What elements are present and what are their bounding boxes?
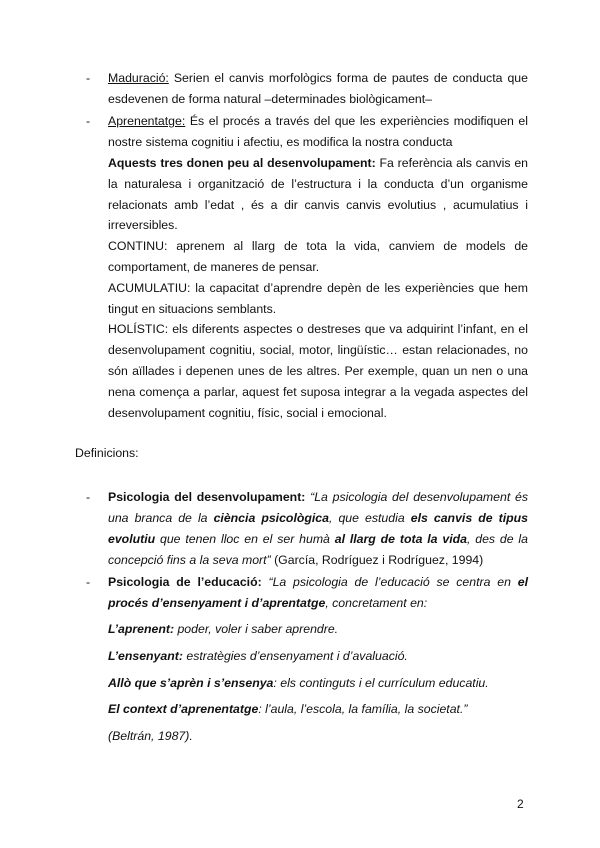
- subitem-text: : els continguts i el currículum educatiu.: [273, 676, 489, 690]
- bullet-dash: -: [86, 575, 91, 589]
- item-body: [108, 111, 528, 153]
- definition-body: [108, 572, 528, 614]
- quote-emphasis: els canvis de tipus evolutiu: [108, 511, 528, 546]
- term-maduracio: Maduració:: [108, 71, 169, 85]
- subitem-allo-que-s-apren: [108, 673, 489, 693]
- text-maduracio: Serien el canvis morfològics forma de pautes de conducta que esdevenen de forma natural –determinades biològicament–: [108, 71, 528, 106]
- subitem-text: estratègies d’ensenyament i d’avaluació.: [182, 649, 408, 663]
- page-number: 2: [517, 797, 524, 811]
- definition-psicologia-desenvolupament: [86, 487, 528, 571]
- development-lead: Aquests tres donen peu al desenvolupament:: [108, 156, 376, 170]
- text-aprenentatge: És el procés a través del que les experiències modifiquen el nostre sistema cognitiu i afectiu, es modifica la nostra conducta: [108, 114, 528, 149]
- list-item-aprenentatge: [86, 111, 528, 153]
- development-lead-text: Fa referència als canvis en la naturalesa i organització de l’estructura i la conducta d’un organisme relacionats amb l’edat , és a dir canvis canvis evolutius , acumulatius i irreversibles.: [108, 156, 528, 233]
- definition-body: [108, 487, 528, 571]
- subitem-text: : l’aula, l’escola, la família, la societat.”: [258, 702, 468, 716]
- definitions-heading: Definicions:: [75, 446, 139, 460]
- subitem-context: [108, 699, 467, 719]
- definition-psicologia-educacio: [86, 572, 528, 614]
- subitem-term: L’ensenyant:: [108, 649, 183, 663]
- term-psico-edu: Psicologia de l’educació:: [108, 575, 262, 589]
- quote-part: , des de la concepció fins a la seva mort”: [108, 532, 528, 567]
- term-aprenentatge: Aprenentatge:: [108, 114, 186, 128]
- quote-part: , que estudia: [328, 511, 411, 525]
- citation: (García, Rodríguez i Rodríguez, 1994): [270, 553, 484, 567]
- quote-emphasis: al llarg de tota la vida: [334, 532, 467, 546]
- bullet-dash: -: [86, 71, 91, 85]
- acumulatiu-paragraph: ACUMULATIU: la capacitat d’aprendre depèn de les experiències que hem tingut en situacions semblants.: [108, 280, 528, 316]
- term-psico-dev: Psicologia del desenvolupament:: [108, 490, 306, 504]
- development-lead-paragraph: [108, 153, 528, 236]
- list-item-maduracio: [86, 68, 528, 110]
- item-body: [108, 68, 528, 110]
- subitem-ensenyant: [108, 646, 408, 666]
- quote-part: , concretament en:: [325, 596, 428, 610]
- subitem-term: Allò que s’aprèn i s’ensenya: [108, 676, 274, 690]
- subitem-aprenent: [108, 619, 338, 639]
- subitem-term: L’aprenent:: [108, 622, 175, 636]
- bullet-dash: -: [86, 114, 91, 128]
- quote-part: “La psicologia del desenvolupament és una branca de la: [108, 490, 528, 525]
- quote-part: “La psicologia de l’educació se centra en: [261, 575, 518, 589]
- quote-part: que tenen lloc en el ser humà: [155, 532, 335, 546]
- quote-emphasis: ciència psicològica: [213, 511, 329, 525]
- source-citation: (Beltrán, 1987).: [108, 729, 193, 743]
- holistic-paragraph: HOLÍSTIC: els diferents aspectes o destreses que va adquirint l’infant, en el desenvolupament cognitiu, social, motor, lingüístic… estan relacionades, no són aïllades i depenen unes de les altres. Per exemple, quan un nen o una nena comença a parlar, aquest fet suposa integrar a la vegada aspectes del desenvolupament cognitiu, físic, social i emocional.: [108, 322, 528, 420]
- continu-paragraph: CONTINU: aprenem al llarg de tota la vida, canviem de models de comportament, de maneres de pensar.: [108, 239, 528, 274]
- bullet-dash: -: [86, 490, 91, 504]
- subitem-text: poder, voler i saber aprendre.: [174, 622, 339, 636]
- development-section: [108, 153, 528, 423]
- subitem-term: El context d’aprenentatge: [108, 702, 259, 716]
- quote-emphasis: el procés d’ensenyament i d’aprentatge: [108, 575, 529, 610]
